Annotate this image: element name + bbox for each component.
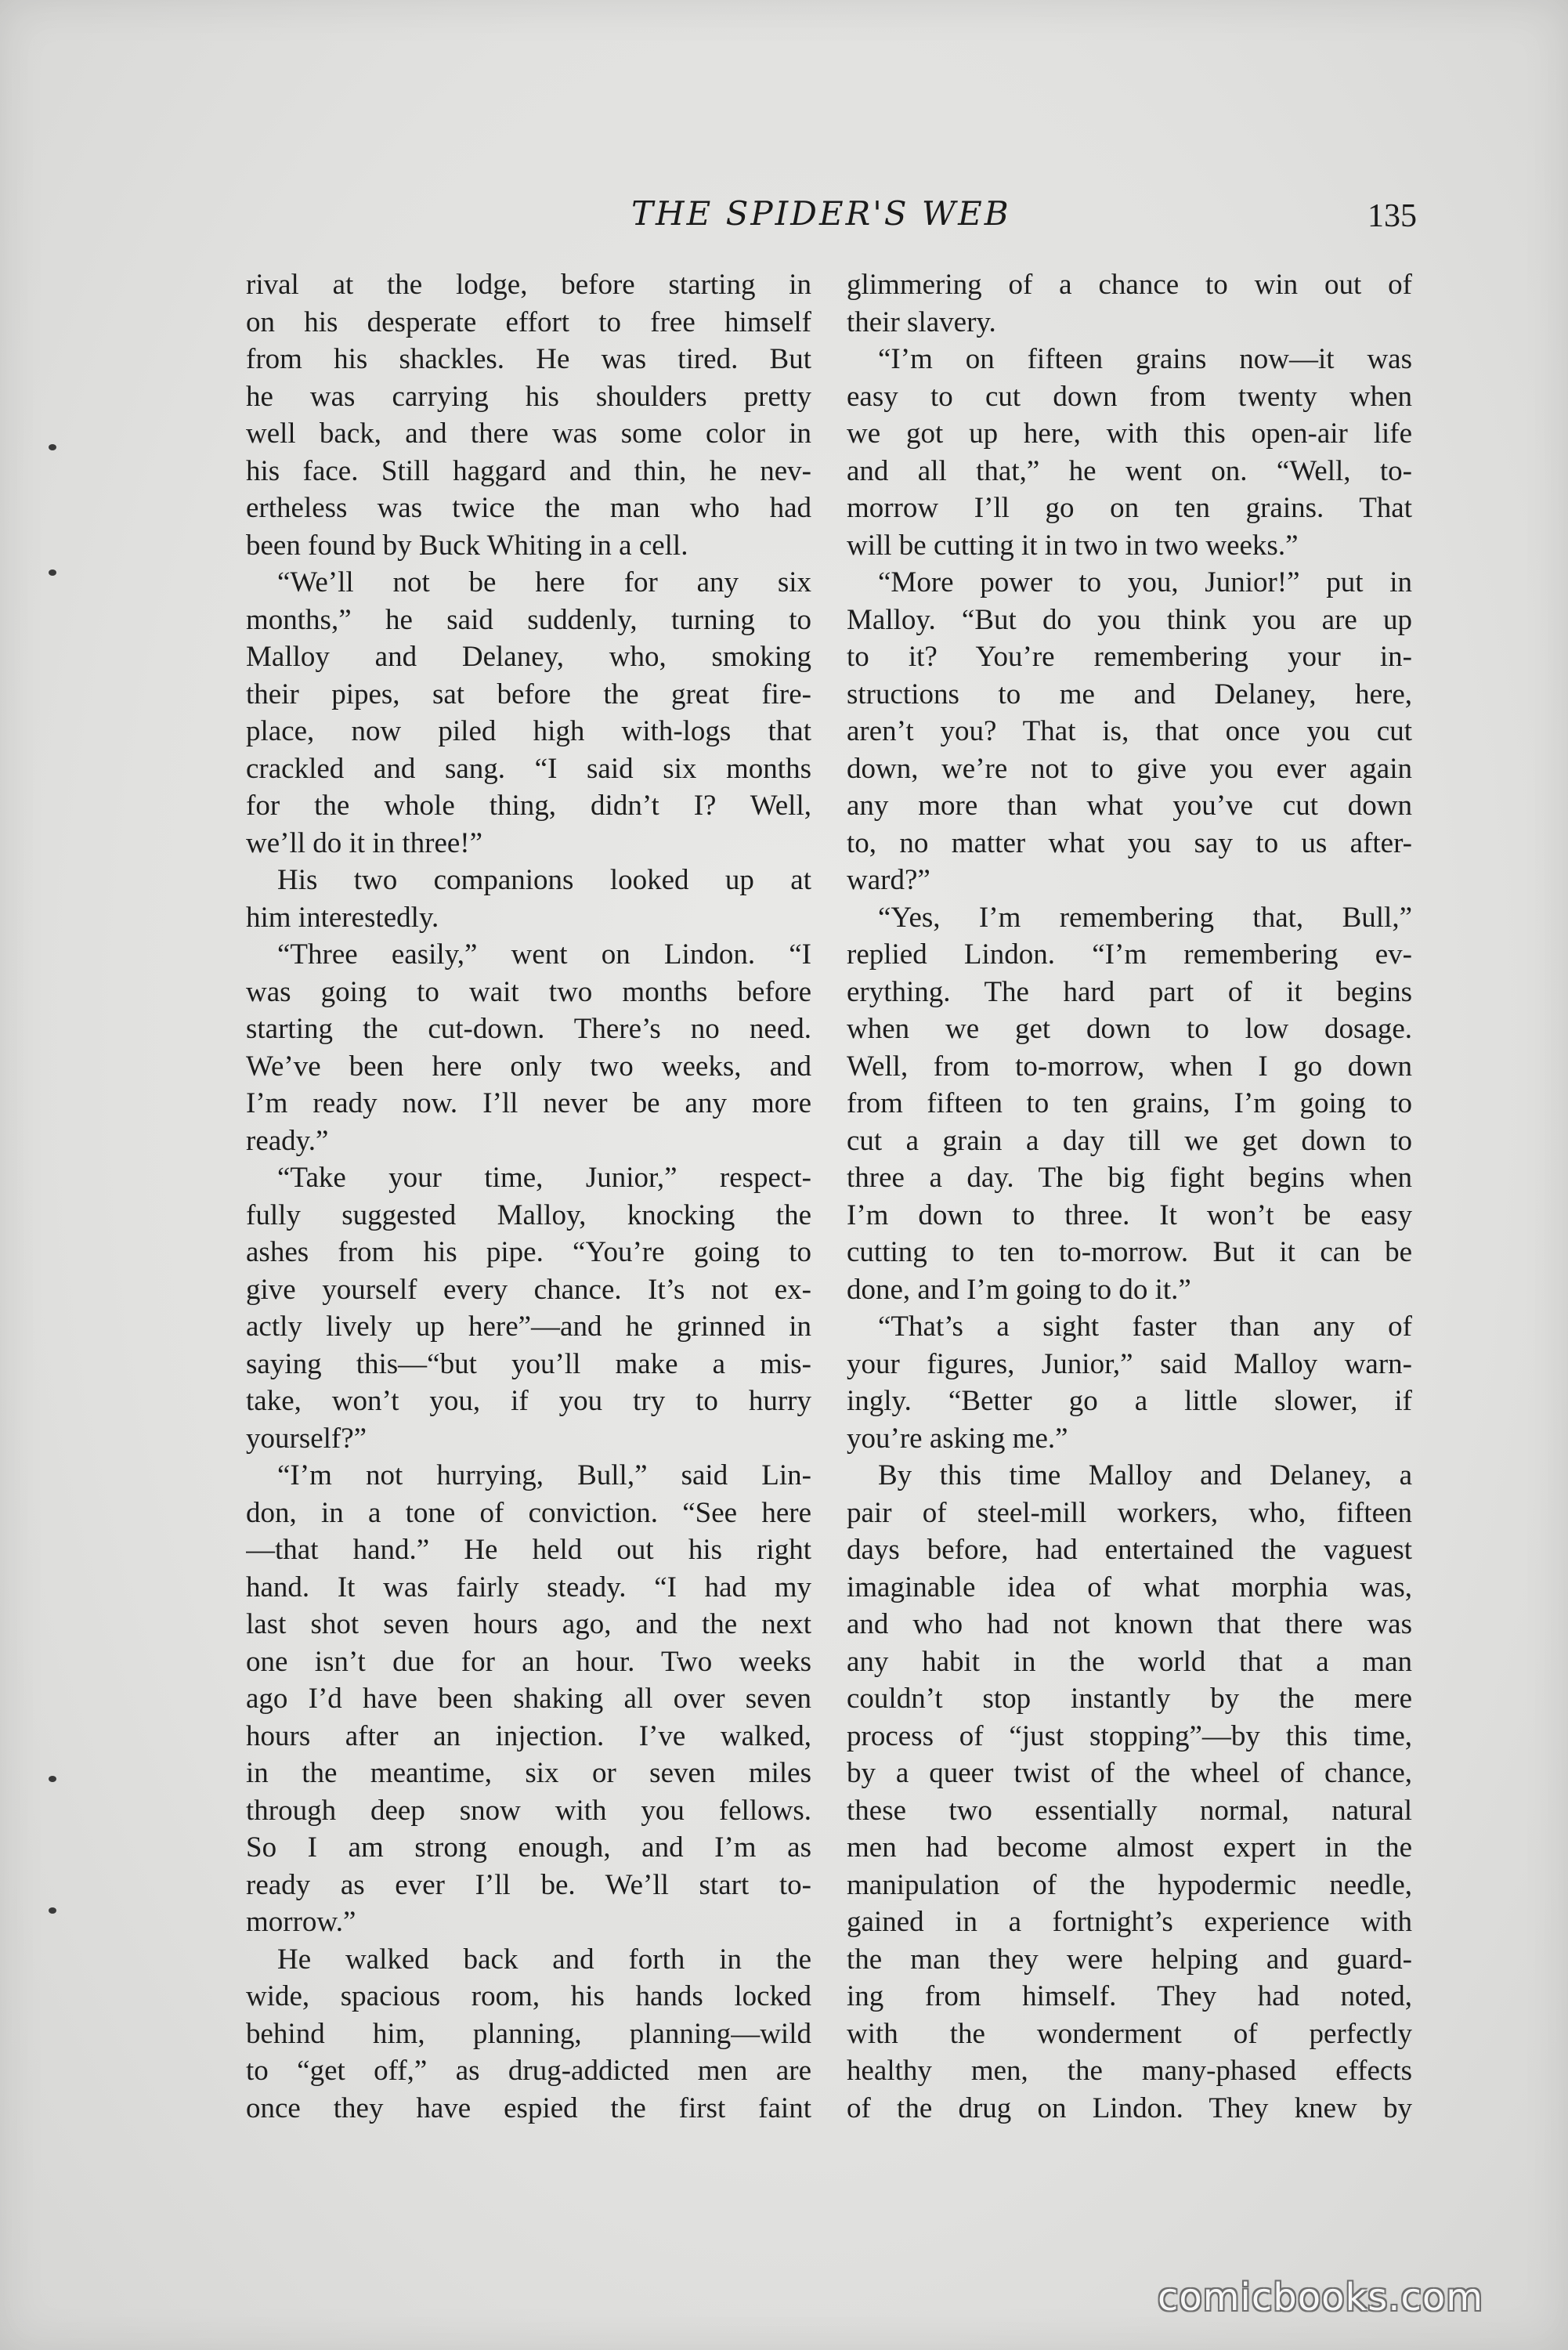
text-line: healthy men, the many-phased effects — [847, 2055, 1412, 2087]
text-line: done, and I’m going to do it.” — [847, 1273, 1191, 1306]
text-line: yourself?” — [246, 1422, 367, 1455]
text-line: “I’m not hurrying, Bull,” said Lin- — [277, 1459, 811, 1491]
text-line: ready as ever I’ll be. We’ll start to- — [246, 1868, 811, 1901]
text-line: with the wonderment of perfectly — [847, 2017, 1412, 2050]
text-line: So I am strong enough, and I’m as — [246, 1831, 811, 1864]
text-line: ingly. “Better go a little slower, if — [847, 1385, 1412, 1417]
text-line: to, no matter what you say to us after- — [847, 826, 1412, 859]
text-line: easy to cut down from twenty when — [847, 380, 1412, 413]
text-line: months,” he said suddenly, turning to — [246, 603, 811, 636]
text-line: one isn’t due for an hour. Two weeks — [246, 1645, 811, 1678]
text-line: and all that,” he went on. “Well, to- — [847, 454, 1412, 487]
text-line: pair of steel-mill workers, who, fifteen — [847, 1496, 1412, 1529]
binding-hole-mark — [49, 444, 56, 450]
text-line: manipulation of the hypodermic needle, — [847, 1868, 1412, 1901]
text-line: “Take your time, Junior,” respect- — [277, 1162, 811, 1194]
text-line: men had become almost expert in the — [847, 1831, 1412, 1864]
text-line: We’ve been here only two weeks, and — [246, 1050, 811, 1083]
text-line: saying this—“but you’ll make a mis- — [246, 1347, 811, 1380]
text-line: replied Lindon. “I’m remembering ev- — [847, 938, 1412, 971]
text-line: the man they were helping and guard- — [847, 1943, 1412, 1976]
text-line: crackled and sang. “I said six months — [246, 752, 811, 785]
text-line: rival at the lodge, before starting in — [246, 269, 811, 301]
text-line: “More power to you, Junior!” put in — [878, 566, 1412, 598]
text-line: last shot seven hours ago, and the next — [246, 1608, 811, 1640]
right-text-column — [847, 266, 1412, 2127]
text-line: Well, from to-morrow, when I go down — [847, 1050, 1412, 1083]
text-line: Malloy and Delaney, who, smoking — [246, 641, 811, 673]
binding-hole-mark — [49, 569, 56, 576]
text-line: structions to me and Delaney, here, — [847, 678, 1412, 710]
binding-hole-mark — [49, 1776, 56, 1782]
text-line: cut a grain a day till we get down to — [847, 1124, 1412, 1157]
text-line: ward?” — [847, 864, 930, 896]
text-line: He walked back and forth in the — [277, 1943, 811, 1976]
text-line: days before, had entertained the vaguest — [847, 1534, 1412, 1566]
text-line: place, now piled high with-logs that — [246, 715, 811, 747]
text-line: behind him, planning, planning—wild — [246, 2017, 811, 2050]
text-line: process of “just stopping”—by this time, — [847, 1719, 1412, 1752]
text-line: hand. It was fairly steady. “I had my — [246, 1571, 811, 1603]
text-line: when we get down to low dosage. — [847, 1013, 1412, 1045]
text-line: he was carrying his shoulders pretty — [246, 380, 811, 413]
text-line: couldn’t stop instantly by the mere — [847, 1683, 1412, 1715]
text-line: to “get off,” as drug-addicted men are — [246, 2055, 811, 2087]
text-line: I’m down to three. It won’t be easy — [847, 1198, 1412, 1231]
text-line: on his desperate effort to free himself — [246, 306, 811, 338]
text-line: three a day. The big fight begins when — [847, 1162, 1412, 1194]
text-line: fully suggested Malloy, knocking the — [246, 1198, 811, 1231]
text-line: his face. Still haggard and thin, he nev- — [246, 454, 811, 487]
text-line: By this time Malloy and Delaney, a — [878, 1459, 1412, 1491]
text-line: their slavery. — [847, 306, 996, 338]
text-line: been found by Buck Whiting in a cell. — [246, 529, 688, 562]
text-line: once they have espied the first faint — [246, 2092, 811, 2124]
text-line: “That’s a sight faster than any of — [878, 1311, 1412, 1343]
text-line: don, in a tone of conviction. “See here — [246, 1496, 811, 1529]
text-line: any habit in the world that a man — [847, 1645, 1412, 1678]
watermark-logo: comicbooks.com — [1158, 2276, 1484, 2319]
text-line: actly lively up here”—and he grinned in — [246, 1311, 811, 1343]
text-line: His two companions looked up at — [277, 864, 811, 896]
text-line: I’m ready now. I’ll never be any more — [246, 1087, 811, 1119]
text-line: take, won’t you, if you try to hurry — [246, 1385, 811, 1417]
text-line: ashes from his pipe. “You’re going to — [246, 1236, 811, 1268]
text-line: erything. The hard part of it begins — [847, 975, 1412, 1008]
text-line: from his shackles. He was tired. But — [246, 343, 811, 375]
text-line: starting the cut-down. There’s no need. — [246, 1013, 811, 1045]
text-line: ertheless was twice the man who had — [246, 492, 811, 524]
text-line: ing from himself. They had noted, — [847, 1980, 1412, 2012]
text-line: hours after an injection. I’ve walked, — [246, 1719, 811, 1752]
text-line: wide, spacious room, his hands locked — [246, 1980, 811, 2012]
text-line: your figures, Junior,” said Malloy warn- — [847, 1347, 1412, 1380]
text-line: we’ll do it in three!” — [246, 826, 483, 859]
text-line: ready.” — [246, 1124, 329, 1157]
text-line: their pipes, sat before the great fire- — [246, 678, 811, 710]
text-line: cutting to ten to-morrow. But it can be — [847, 1236, 1412, 1268]
text-line: gained in a fortnight’s experience with — [847, 1906, 1412, 1938]
text-line: through deep snow with you fellows. — [246, 1794, 811, 1827]
text-line: and who had not known that there was — [847, 1608, 1412, 1640]
text-line: imaginable idea of what morphia was, — [847, 1571, 1412, 1603]
text-line: any more than what you’ve cut down — [847, 790, 1412, 822]
text-line: down, we’re not to give you ever again — [847, 752, 1412, 785]
left-text-column — [246, 266, 811, 2127]
text-line: these two essentially normal, natural — [847, 1794, 1412, 1827]
text-line: “Yes, I’m remembering that, Bull,” — [878, 901, 1412, 934]
text-line: “I’m on fifteen grains now—it was — [878, 343, 1412, 375]
binding-hole-mark — [49, 1907, 56, 1914]
text-line: will be cutting it in two in two weeks.” — [847, 529, 1299, 562]
text-line: —that hand.” He held out his right — [246, 1534, 811, 1566]
text-line: you’re asking me.” — [847, 1422, 1068, 1455]
text-line: give yourself every chance. It’s not ex- — [246, 1273, 811, 1306]
text-line: Malloy. “But do you think you are up — [847, 603, 1412, 636]
running-head-title: THE SPIDER'S WEB — [631, 194, 1011, 233]
text-line: from fifteen to ten grains, I’m going to — [847, 1087, 1412, 1119]
text-line: glimmering of a chance to win out of — [847, 269, 1412, 301]
text-line: for the whole thing, didn’t I? Well, — [246, 790, 811, 822]
text-line: “Three easily,” went on Lindon. “I — [277, 938, 811, 971]
text-line: by a queer twist of the wheel of chance, — [847, 1757, 1412, 1789]
text-line: morrow.” — [246, 1906, 356, 1938]
text-line: him interestedly. — [246, 901, 439, 934]
text-line: of the drug on Lindon. They knew by — [847, 2092, 1412, 2124]
text-line: we got up here, with this open-air life — [847, 418, 1412, 450]
text-line: in the meantime, six or seven miles — [246, 1757, 811, 1789]
text-line: to it? You’re remembering your in- — [847, 641, 1412, 673]
text-line: was going to wait two months before — [246, 975, 811, 1008]
page-number: 135 — [1367, 198, 1417, 234]
text-line: well back, and there was some color in — [246, 418, 811, 450]
text-line: ago I’d have been shaking all over seven — [246, 1683, 811, 1715]
text-line: “We’ll not be here for any six — [277, 566, 811, 598]
text-line: aren’t you? That is, that once you cut — [847, 715, 1412, 747]
text-line: morrow I’ll go on ten grains. That — [847, 492, 1412, 524]
